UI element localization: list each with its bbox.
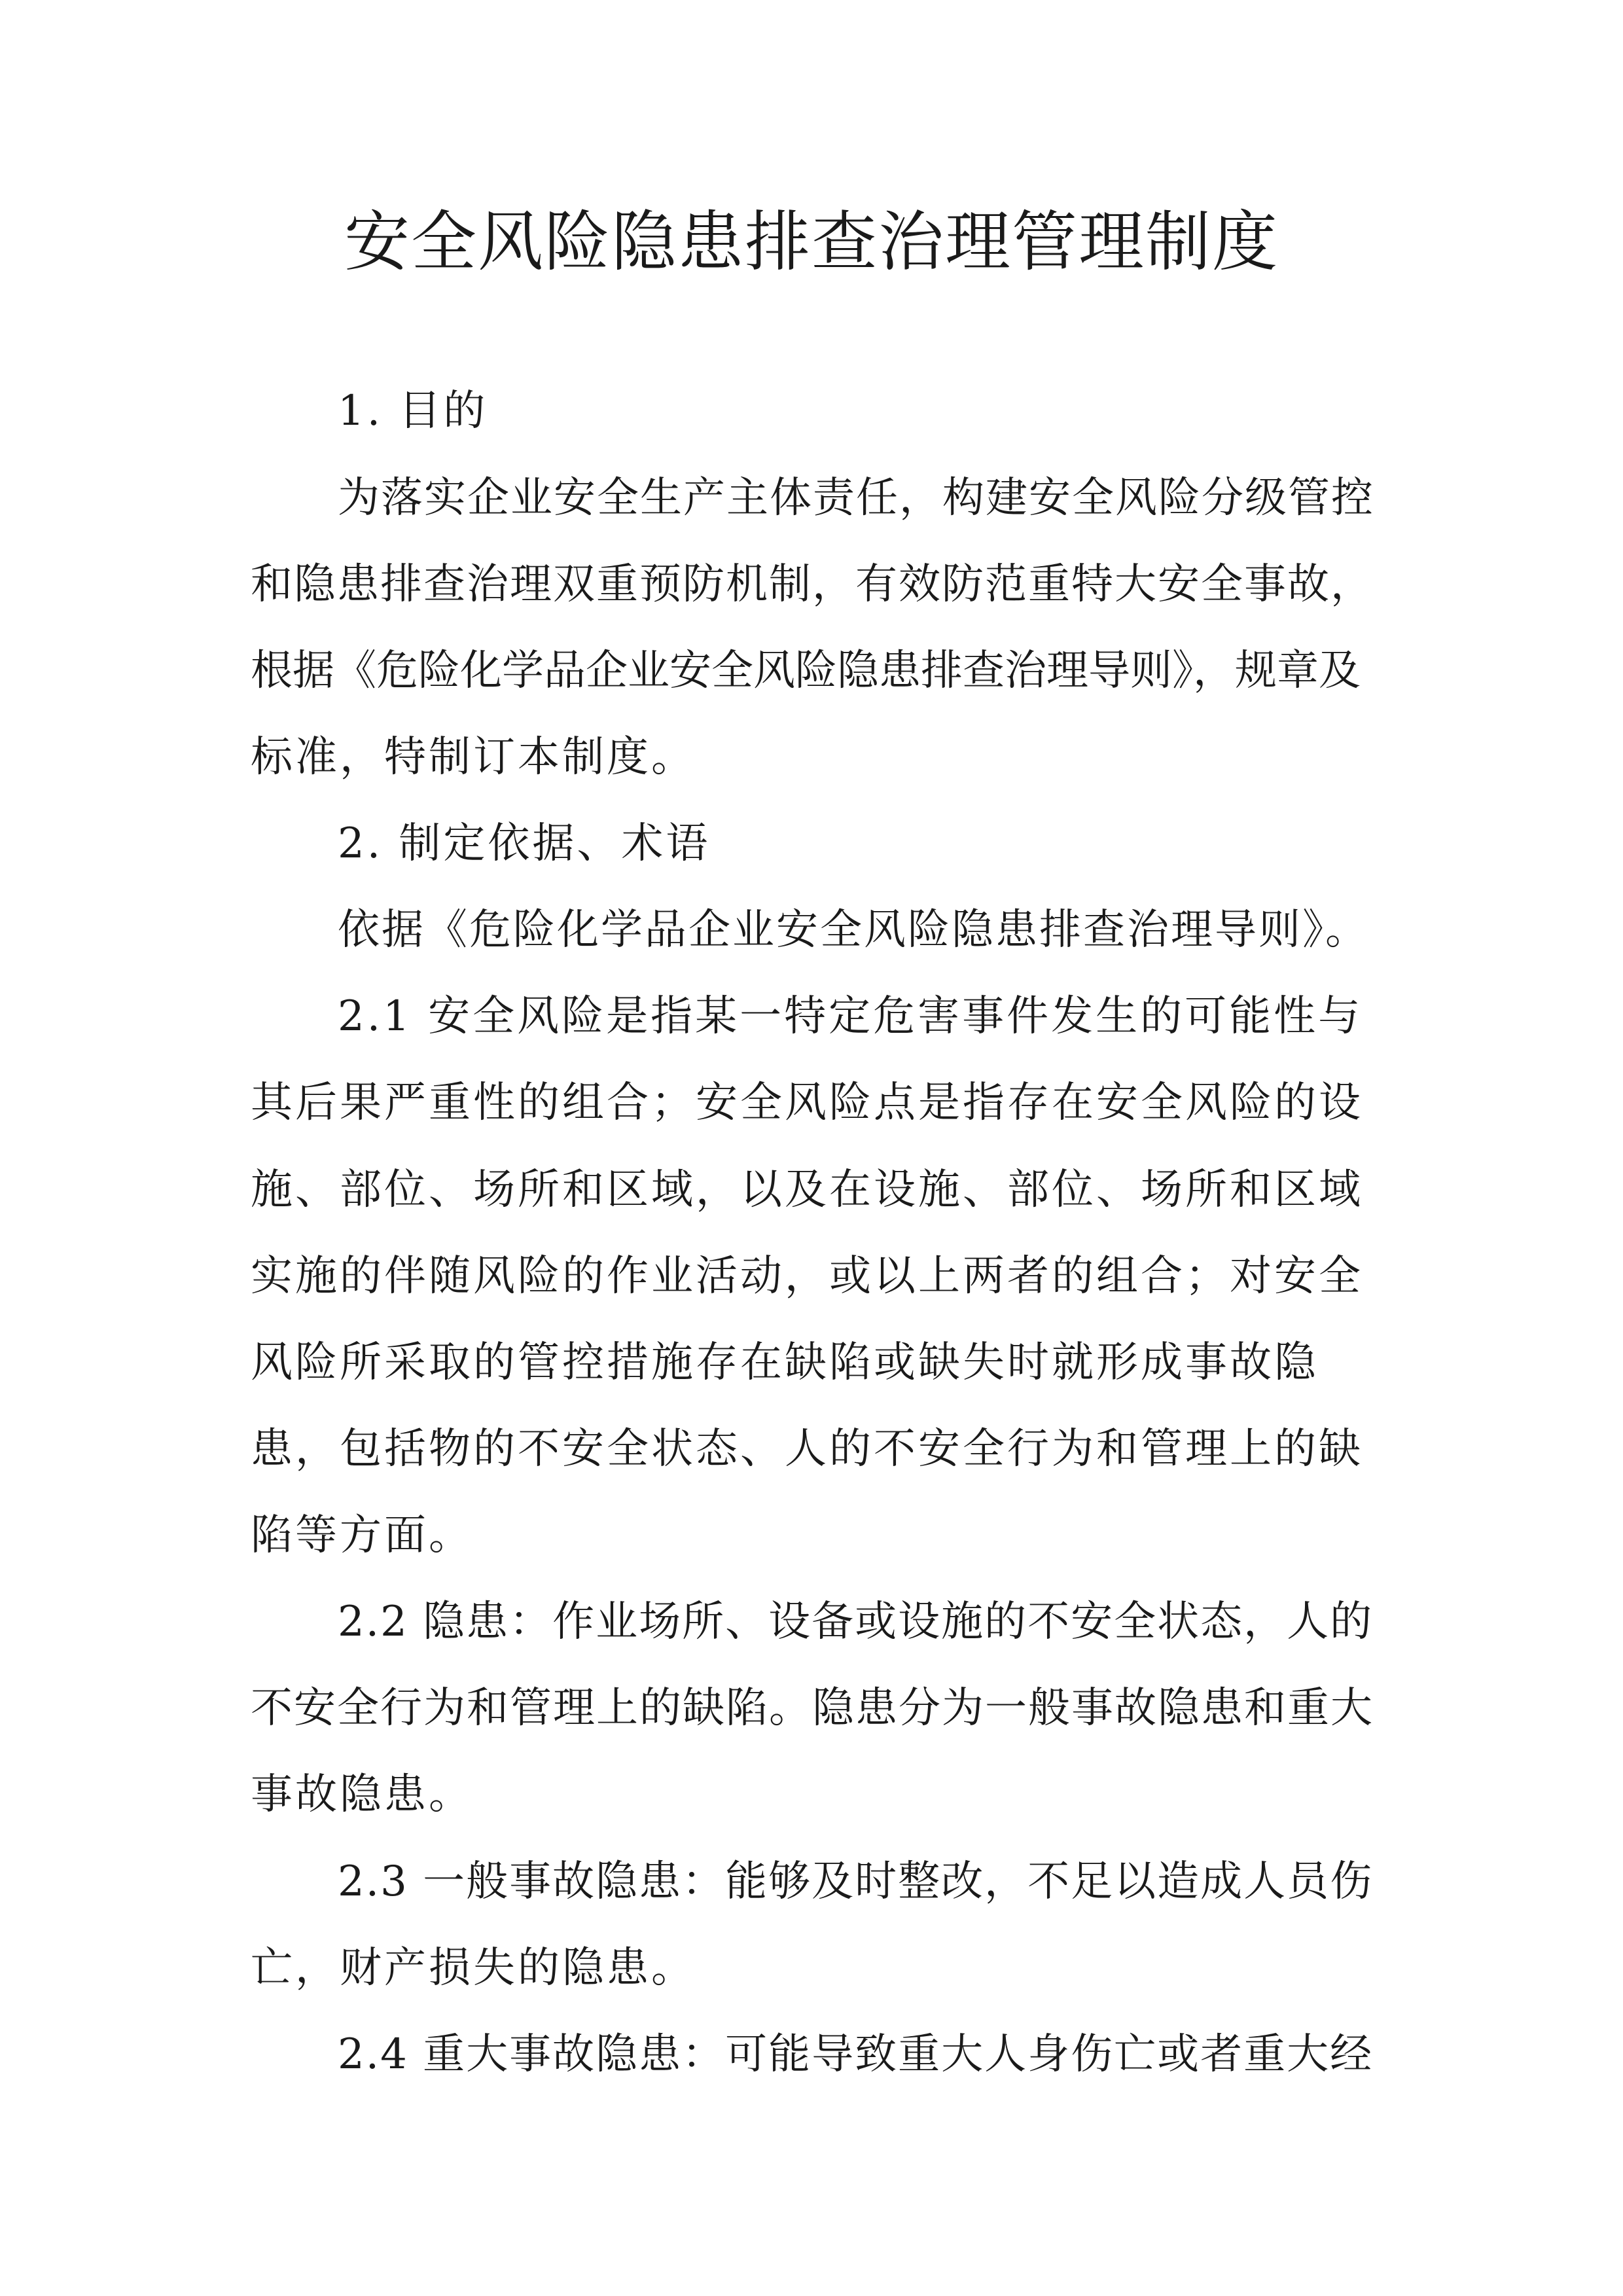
document-title: 安全风险隐患排查治理管理制度 (344, 204, 1279, 280)
paragraph-line: 2.4 重大事故隐患：可能导致重大人身伤亡或者重大经 (338, 2030, 1374, 2079)
section-heading: 1. 目的 (338, 387, 488, 435)
paragraph-line: 和隐患排查治理双重预防机制，有效防范重特大安全事故， (251, 560, 1374, 609)
paragraph-line: 为落实企业安全生产主体责任，构建安全风险分级管控 (338, 474, 1374, 522)
paragraph-line: 其后果严重性的组合；安全风险点是指存在安全风险的设 (251, 1079, 1363, 1127)
paragraph-line: 根据《危险化学品企业安全风险隐患排查治理导则》，规章及 (251, 647, 1361, 695)
paragraph-line: 标准，特制订本制度。 (251, 733, 696, 781)
paragraph-line: 陷等方面。 (251, 1511, 473, 1560)
section-heading: 2. 制定依据、术语 (338, 819, 711, 868)
paragraph-line: 2.1 安全风险是指某一特定危害事件发生的可能性与 (338, 992, 1363, 1041)
paragraph-line: 依据《危险化学品企业安全风险隐患排查治理导则》。 (338, 906, 1369, 954)
paragraph-line: 患，包括物的不安全状态、人的不安全行为和管理上的缺 (251, 1425, 1363, 1473)
paragraph-line: 风险所采取的管控措施存在缺陷或缺失时就形成事故隐 (251, 1338, 1319, 1387)
paragraph-line: 亡，财产损失的隐患。 (251, 1944, 696, 1992)
paragraph-line: 2.3 一般事故隐患：能够及时整改，不足以造成人员伤 (338, 1857, 1374, 1906)
paragraph-line: 不安全行为和管理上的缺陷。隐患分为一般事故隐患和重大 (251, 1684, 1374, 1732)
paragraph-line: 施、部位、场所和区域，以及在设施、部位、场所和区域 (251, 1166, 1363, 1214)
paragraph-line: 实施的伴随风险的作业活动，或以上两者的组合；对安全 (251, 1252, 1363, 1300)
paragraph-line: 2.2 隐患：作业场所、设备或设施的不安全状态，人的 (338, 1598, 1374, 1646)
paragraph-line: 事故隐患。 (251, 1770, 473, 1819)
